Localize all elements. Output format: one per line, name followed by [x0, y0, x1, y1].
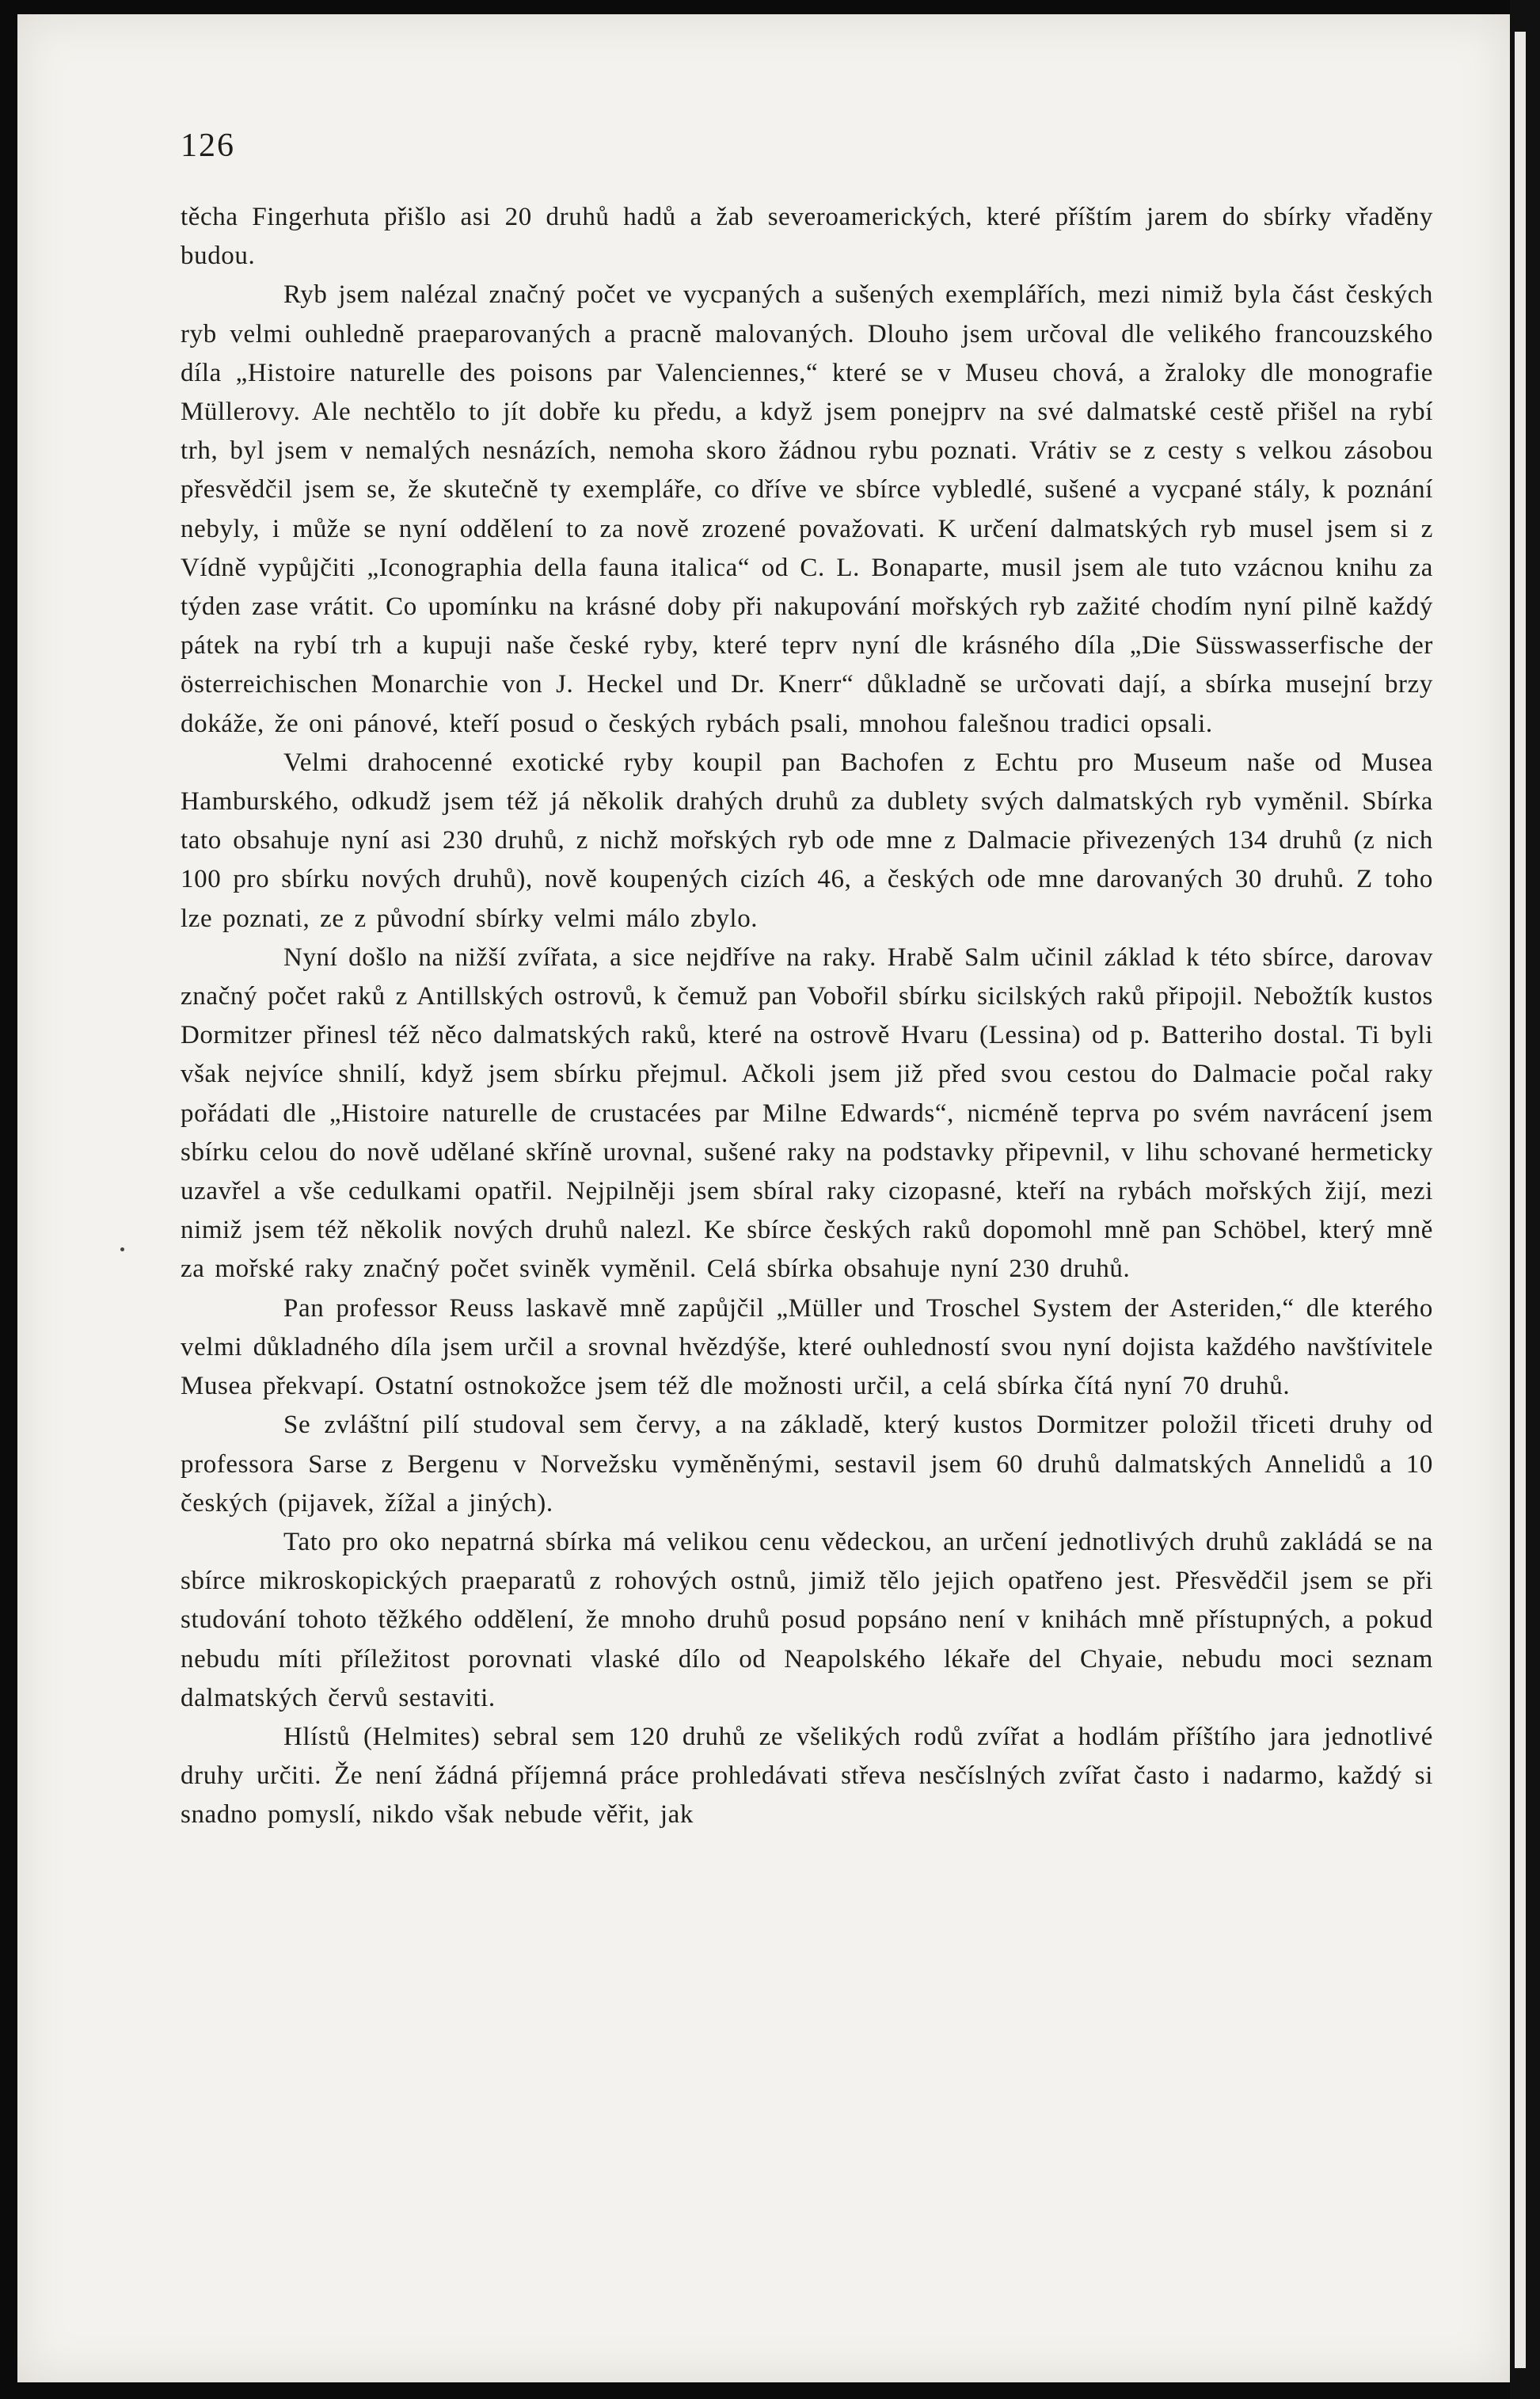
paragraph-exotic-fish: Velmi drahocenné exotické ryby koupil pan Bachofen z Echtu pro Museum naše od Musea Hamburského, odkudž jsem též já několik drahých druhů za dublety svých dalmatských ryb vyměnil. Sbírka tato obsahuje nyní asi 230 druhů, z nichž mořských ryb ode mne z Dalmacie přivezených 134 druhů (z nich 100 pro sbírku nových druhů), nově koupených cizích 46, a českých ode mne darovaných 30 druhů. Z toho lze poznati, ze z původní sbírky velmi málo zbylo.	[181, 748, 1433, 933]
paragraph-crustaceans: Nyní došlo na nižší zvířata, a sice nejdříve na raky. Hrabě Salm učinil základ k této sbírce, darovav značný počet raků z Antillských ostrovů, k čemuž pan Vobořil sbírku sicilských raků připojil. Nebožtík kustos Dormitzer přinesl též něco dalmatských raků, které na ostrově Hvaru (Lessina) od p. Batteriho dostal. Ti byli však nejvíce shnilí, když jsem sbírku přejmul. Ačkoli jsem již před svou cestou do Dalmacie počal raky pořádati dle „Histoire naturelle de crustacées par Milne Edwards“, nicméně teprva po svém navrácení jsem sbírku celou do nově udělané skříně urovnal, sušené raky na podstavky připevnil, v lihu schované hermeticky uzavřel a vše cedulkami opatřil. Nejpilněji jsem sbíral raky cizopasné, kteří na rybách mořských žijí, mezi nimiž jsem též několik nových druhů nalezl. Ke sbírce českých raků dopomohl mně pan Schöbel, který mně za mořské raky značný počet sviněk vyměnil. Celá sbírka obsahuje nyní 230 druhů.	[181, 942, 1433, 1284]
body-text	[181, 198, 1433, 1835]
page-number: 126	[181, 128, 235, 164]
adjacent-page-edge	[1515, 32, 1526, 2368]
paragraph-fish-collection: Ryb jsem nalézal značný počet ve vycpaných a sušených exemplářích, mezi nimiž byla část českých ryb velmi ouhledně praeparovaných a pracně malovaných. Dlouho jsem určoval dle velikého francouzského díla „Histoire naturelle des poisons par Valenciennes,“ které se v Museu chová, a žraloky dle monografie Müllerovy. Ale nechtělo to jít dobře ku předu, a když jsem ponejprv na své dalmatské cestě přišel na rybí trh, byl jsem v nemalých nesnázích, nemoha skoro žádnou rybu poznati. Vrátiv se z cesty s velkou zásobou přesvědčil jsem se, že skutečně ty exempláře, co dříve ve sbírce vybledlé, sušené a vycpané stály, k poznání nebyly, i může se nyní oddělení to za nově zrozené považovati. K určení dalmatských ryb musel jsem si z Vídně vypůjčiti „Iconographia della fauna italica“ od C. L. Bonaparte, musil jsem ale tuto vzácnou knihu za týden zase vrátit. Co upomínku na krásné doby při nakupování mořských ryb zažité chodím nyní pilně každý pátek na rybí trh a kupuji naše české ryby, které teprv nyní dle krásného díla „Die Süsswasserfische der österreichischen Monarchie von J. Heckel und Dr. Knerr“ důkladně se určovati dají, a sbírka musejní brzy dokáže, že oni pánové, kteří posud o českých rybách psali, mnohou falešnou tradici opsali.	[181, 280, 1433, 738]
paragraph-echinoderms: Pan professor Reuss laskavě mně zapůjčil „Müller und Troschel System der Asteriden,“ dle kterého velmi důkladného díla jsem určil a srovnal hvězdýše, které ouhledností svou nyní dojista každého navštívitele Musea překvapí. Ostatní ostnokožce jsem též dle možnosti určil, a celá sbírka čítá nyní 70 druhů.	[181, 1293, 1433, 1401]
paragraph-worm-collection-value: Tato pro oko nepatrná sbírka má velikou cenu vědeckou, an určení jednotlivých druhů zakládá se na sbírce mikroskopických praeparatů z rohových ostnů, jimiž tělo jejich opatřeno jest. Přesvědčil jsem se při studování tohoto těžkého oddělení, že mnoho druhů posud popsáno není v knihách mně přístupných, a pokud nebudu míti příležitost porovnati vlaské dílo od Neapolského lékaře del Chyaie, nebudu moci seznam dalmatských červů sestaviti.	[181, 1527, 1433, 1712]
paragraph-continuation: těcha Fingerhuta přišlo asi 20 druhů hadů a žab severoamerických, které příštím jarem do sbírky vřaděny budou.	[181, 203, 1433, 271]
paragraph-worms: Se zvláštní pilí studoval sem červy, a na základě, který kustos Dormitzer položil třiceti druhy od professora Sarse z Bergenu v Norvežsku vyměněnými, sestavil jsem 60 druhů dalmatských Annelidů a 10 českých (pijavek, žížal a jiných).	[181, 1411, 1433, 1517]
ink-speck	[120, 1247, 124, 1251]
paragraph-helminths: Hlístů (Helmites) sebral sem 120 druhů ze všelikých rodů zvířat a hodlám příštího jara jednotlivé druhy určiti. Že není žádná příjemná práce prohledávati střeva nesčíslných zvířat často i nadarmo, každý si snadno pomyslí, nikdo však nebude věřit, jak	[181, 1722, 1433, 1830]
